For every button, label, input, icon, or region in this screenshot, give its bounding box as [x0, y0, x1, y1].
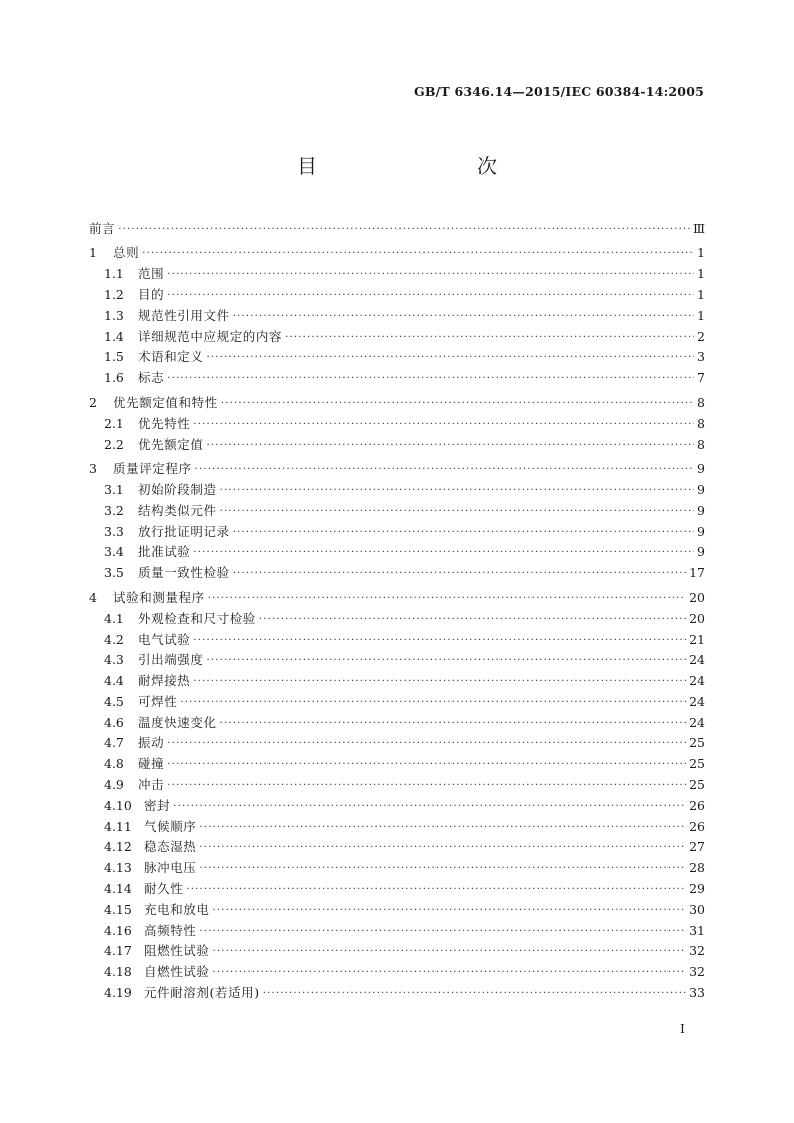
toc-dot-leader — [186, 883, 686, 897]
toc-dot-leader — [167, 289, 694, 303]
toc-entry[interactable] — [89, 390, 705, 411]
toc-dot-leader — [180, 696, 686, 710]
toc-dot-leader — [285, 331, 694, 345]
toc-title: 目 次 — [297, 154, 537, 178]
toc-dot-leader — [167, 372, 694, 386]
toc-entry-label: 高频特性 — [144, 922, 197, 938]
toc-entry-number: 2.1 — [104, 415, 124, 431]
toc-dot-leader — [167, 737, 686, 751]
toc-entry-page-number: 31 — [689, 922, 705, 938]
toc-entry-page-number: 32 — [689, 943, 705, 959]
toc-dot-leader — [199, 925, 686, 939]
toc-entry-label: 结构类似元件 — [138, 502, 217, 518]
toc-entry-page-number: 8 — [697, 436, 705, 452]
toc-dot-leader — [199, 821, 686, 835]
toc-entry-page-number: 9 — [697, 544, 705, 560]
toc-dot-leader — [213, 904, 687, 918]
toc-entry-label: 优先特性 — [138, 415, 191, 431]
toc-dot-leader — [118, 223, 690, 237]
toc-entry[interactable] — [89, 959, 705, 980]
toc-entry[interactable] — [89, 456, 705, 477]
toc-entry[interactable] — [89, 585, 705, 606]
toc-entry-number: 4.17 — [104, 943, 132, 959]
standard-number-header: GB/T 6346.14—2015/IEC 60384-14:2005 — [413, 84, 704, 99]
toc-dot-leader — [220, 505, 694, 519]
toc-dot-leader — [173, 800, 686, 814]
toc-dot-leader — [167, 268, 694, 282]
toc-entry-label: 规范性引用文件 — [138, 307, 230, 323]
toc-entry-page-number: 24 — [689, 673, 705, 689]
toc-entry-page-number: 27 — [689, 839, 705, 855]
toc-entry-page-number: 9 — [697, 461, 705, 477]
toc-entry-page-number: 9 — [697, 502, 705, 518]
toc-entry[interactable] — [89, 560, 705, 581]
toc-entry[interactable] — [89, 648, 705, 669]
toc-entry-number: 3.4 — [104, 544, 124, 560]
toc-entry-page-number: 24 — [689, 714, 705, 730]
toc-entry-number: 1.4 — [104, 328, 124, 344]
toc-entry-number: 4.19 — [104, 985, 132, 1001]
toc-entry-label: 耐焊接热 — [138, 673, 191, 689]
toc-entry[interactable] — [89, 668, 705, 689]
toc-dot-leader — [199, 862, 686, 876]
toc-entry-label: 振动 — [138, 735, 165, 751]
toc-entry[interactable] — [89, 606, 705, 627]
toc-dot-leader — [167, 758, 686, 772]
toc-entry-number: 2.2 — [104, 436, 124, 452]
toc-dot-leader — [207, 439, 694, 453]
toc-dot-leader — [213, 945, 687, 959]
toc-entry-number: 4.9 — [104, 777, 124, 793]
toc-entry-label: 放行批证明记录 — [138, 523, 230, 539]
toc-dot-leader — [220, 484, 694, 498]
toc-entry-label: 试验和测量程序 — [113, 589, 205, 605]
toc-entry-page-number: 25 — [689, 756, 705, 772]
toc-entry-number: 1.1 — [104, 266, 124, 282]
toc-dot-leader — [220, 717, 686, 731]
toc-entry[interactable] — [89, 411, 705, 432]
toc-entry-number: 3.1 — [104, 482, 124, 498]
toc-entry[interactable] — [89, 731, 705, 752]
toc-entry-page-number: 8 — [697, 394, 705, 410]
toc-entry-label: 耐久性 — [144, 881, 184, 897]
toc-entry[interactable] — [89, 365, 705, 386]
toc-entry-page-number: 1 — [697, 287, 705, 303]
toc-entry-number: 4.4 — [104, 673, 124, 689]
toc-entry-page-number: 29 — [689, 881, 705, 897]
toc-entry[interactable] — [89, 793, 705, 814]
toc-entry-number: 4.5 — [104, 693, 124, 709]
toc-dot-leader — [199, 841, 686, 855]
toc-entry-page-number: 1 — [697, 266, 705, 282]
toc-entry[interactable] — [89, 540, 705, 561]
toc-entry[interactable] — [89, 751, 705, 772]
toc-entry[interactable] — [89, 918, 705, 939]
toc-dot-leader — [263, 987, 686, 1001]
toc-entry-number: 4.10 — [104, 797, 132, 813]
toc-entry-page-number: 2 — [697, 328, 705, 344]
toc-entry-number: 4.13 — [104, 860, 132, 876]
toc-entry-label: 总则 — [113, 245, 140, 261]
toc-entry-page-number: 17 — [689, 565, 705, 581]
toc-entry-number: 3.3 — [104, 523, 124, 539]
toc-entry-label: 详细规范中应规定的内容 — [138, 328, 283, 344]
toc-entry-label: 批准试验 — [138, 544, 191, 560]
toc-entry[interactable] — [89, 627, 705, 648]
toc-entry-number: 2 — [89, 394, 97, 410]
toc-entry-number: 4.18 — [104, 964, 132, 980]
toc-entry-label: 初始阶段制造 — [138, 482, 217, 498]
toc-dot-leader — [233, 526, 694, 540]
toc-entry-page-number: 26 — [689, 797, 705, 813]
toc-entry-label: 充电和放电 — [144, 901, 210, 917]
toc-dot-leader — [195, 463, 694, 477]
toc-entry[interactable] — [89, 939, 705, 960]
toc-entry-label: 前言 — [89, 220, 116, 236]
toc-entry-page-number: Ⅲ — [692, 220, 705, 236]
toc-dot-leader — [142, 247, 694, 261]
toc-entry-page-number: 28 — [689, 860, 705, 876]
toc-entry-page-number: 8 — [697, 415, 705, 431]
toc-entry-number: 1 — [89, 245, 97, 261]
toc-dot-leader — [193, 418, 694, 432]
page-number: I — [680, 1021, 685, 1036]
toc-entry[interactable] — [89, 345, 705, 366]
toc-entry-page-number: 1 — [697, 307, 705, 323]
toc-entry[interactable] — [89, 241, 705, 262]
toc-entry-label: 目的 — [138, 287, 165, 303]
toc-entry[interactable] — [89, 519, 705, 540]
toc-entry[interactable] — [89, 855, 705, 876]
toc-entry-label: 质量评定程序 — [113, 461, 192, 477]
toc-entry-page-number: 20 — [689, 610, 705, 626]
toc-entry-label: 稳态湿热 — [144, 839, 197, 855]
toc-entry-page-number: 9 — [697, 482, 705, 498]
toc-entry-number: 3.5 — [104, 565, 124, 581]
toc-entry-page-number: 24 — [689, 693, 705, 709]
toc-entry-number: 4.1 — [104, 610, 124, 626]
toc-entry[interactable] — [89, 303, 705, 324]
toc-entry-label: 阻燃性试验 — [144, 943, 210, 959]
toc-entry-number: 4.8 — [104, 756, 124, 772]
toc-entry-number: 4.15 — [104, 901, 132, 917]
toc-entry-page-number: 24 — [689, 652, 705, 668]
toc-entry-page-number: 25 — [689, 777, 705, 793]
toc-entry-label: 气候顺序 — [144, 818, 197, 834]
toc-entry[interactable] — [89, 689, 705, 710]
toc-entry[interactable] — [89, 897, 705, 918]
toc-entry-page-number: 9 — [697, 523, 705, 539]
toc-entry-number: 1.3 — [104, 307, 124, 323]
toc-dot-leader — [193, 546, 694, 560]
toc-entry-label: 标志 — [138, 370, 165, 386]
toc-entry-page-number: 7 — [697, 370, 705, 386]
toc-dot-leader — [213, 966, 687, 980]
toc-entry-label: 术语和定义 — [138, 349, 204, 365]
toc-entry[interactable] — [89, 282, 705, 303]
toc-entry-page-number: 32 — [689, 964, 705, 980]
toc-entry-number: 3.2 — [104, 502, 124, 518]
toc-entry[interactable] — [89, 814, 705, 835]
toc-entry-label: 脉冲电压 — [144, 860, 197, 876]
toc-dot-leader — [259, 613, 686, 627]
toc-entry-label: 引出端强度 — [138, 652, 204, 668]
toc-dot-leader — [193, 634, 686, 648]
toc-entry[interactable] — [89, 216, 705, 237]
toc-entry-label: 电气试验 — [138, 631, 191, 647]
toc-entry-page-number: 20 — [689, 589, 705, 605]
toc-entry-label: 碰撞 — [138, 756, 165, 772]
toc-entry-number: 1.2 — [104, 287, 124, 303]
toc-entry-label: 元件耐溶剂(若适用) — [144, 985, 260, 1001]
toc-entry-label: 自燃性试验 — [144, 964, 210, 980]
toc-entry-page-number: 25 — [689, 735, 705, 751]
toc-entry-number: 4.16 — [104, 922, 132, 938]
toc-entry-number: 4.14 — [104, 881, 132, 897]
toc-entry-number: 4 — [89, 589, 97, 605]
toc-entry-page-number: 3 — [697, 349, 705, 365]
toc-entry-number: 1.5 — [104, 349, 124, 365]
toc-dot-leader — [193, 675, 686, 689]
toc-entry-number: 4.12 — [104, 839, 132, 855]
toc-entry[interactable] — [89, 710, 705, 731]
toc-entry-number: 4.3 — [104, 652, 124, 668]
toc-entry-label: 冲击 — [138, 777, 165, 793]
toc-dot-leader — [207, 654, 687, 668]
toc-entry-page-number: 21 — [689, 631, 705, 647]
toc-entry-page-number: 26 — [689, 818, 705, 834]
toc-entry[interactable] — [89, 432, 705, 453]
toc-entry-number: 1.6 — [104, 370, 124, 386]
toc-entry[interactable] — [89, 324, 705, 345]
toc-entry-page-number: 33 — [689, 985, 705, 1001]
toc-dot-leader — [221, 397, 694, 411]
toc-entry[interactable] — [89, 835, 705, 856]
toc-entry-label: 外观检查和尺寸检验 — [138, 610, 256, 626]
toc-entry[interactable] — [89, 876, 705, 897]
toc-dot-leader — [207, 351, 694, 365]
toc-entry-label: 范围 — [138, 266, 165, 282]
toc-entry-number: 3 — [89, 461, 97, 477]
table-of-contents — [89, 216, 705, 1001]
toc-dot-leader — [233, 310, 694, 324]
toc-dot-leader — [233, 567, 686, 581]
toc-entry-number: 4.2 — [104, 631, 124, 647]
toc-entry[interactable] — [89, 498, 705, 519]
toc-entry[interactable] — [89, 980, 705, 1001]
toc-entry-label: 质量一致性检验 — [138, 565, 230, 581]
toc-entry-number: 4.7 — [104, 735, 124, 751]
toc-entry-page-number: 30 — [689, 901, 705, 917]
toc-entry-label: 优先额定值 — [138, 436, 204, 452]
toc-entry[interactable] — [89, 261, 705, 282]
toc-entry-page-number: 1 — [697, 245, 705, 261]
toc-entry-label: 可焊性 — [138, 693, 178, 709]
toc-entry-number: 4.6 — [104, 714, 124, 730]
toc-entry[interactable] — [89, 772, 705, 793]
toc-entry-label: 温度快速变化 — [138, 714, 217, 730]
toc-entry-label: 密封 — [144, 797, 171, 813]
toc-dot-leader — [167, 779, 686, 793]
toc-dot-leader — [208, 592, 686, 606]
toc-entry-label: 优先额定值和特性 — [113, 394, 218, 410]
toc-entry[interactable] — [89, 477, 705, 498]
toc-entry-number: 4.11 — [104, 818, 132, 834]
